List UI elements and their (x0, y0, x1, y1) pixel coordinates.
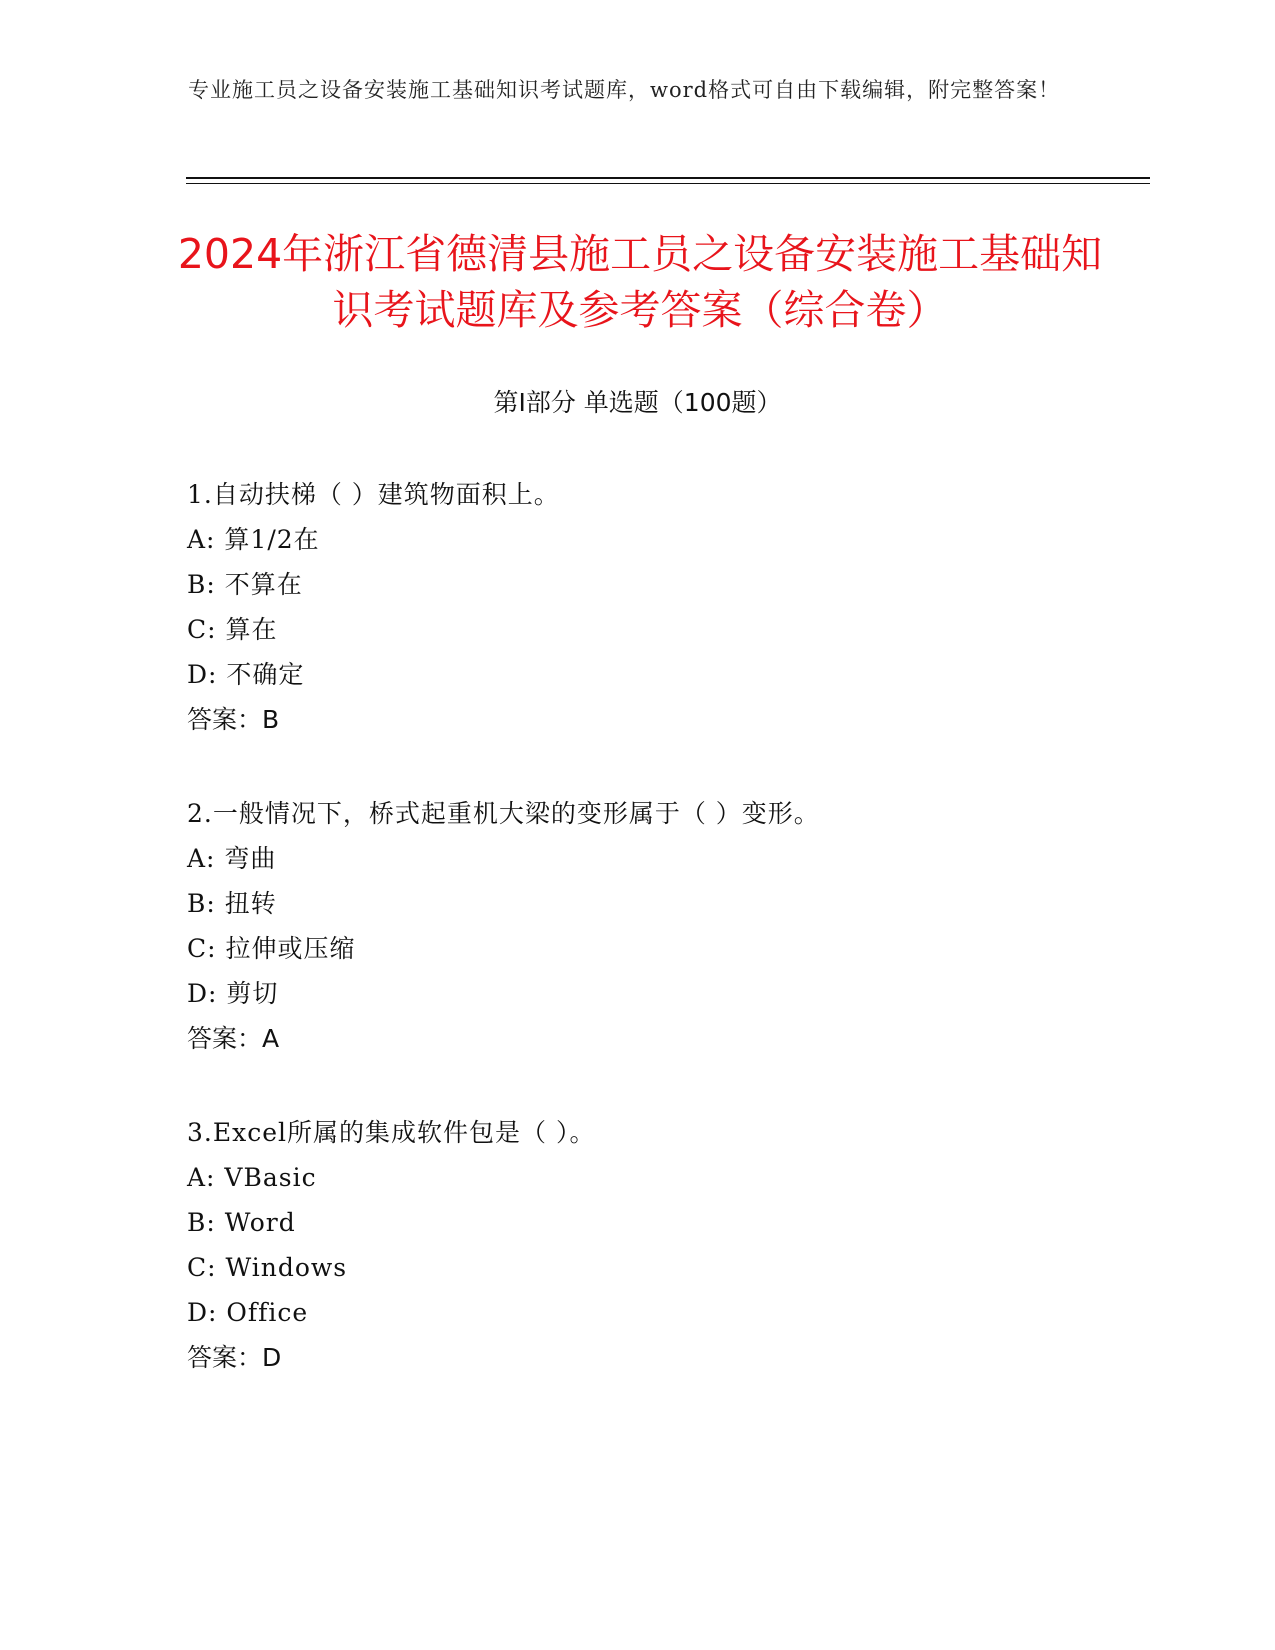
option-b: B: 不算在 (187, 570, 303, 599)
option-c: C: Windows (187, 1253, 348, 1282)
question-2 (187, 791, 1087, 1061)
option-d: D: 不确定 (187, 660, 305, 689)
option-d: D: 剪切 (187, 979, 279, 1008)
answer: 答案：D (187, 1343, 282, 1372)
question-stem: 2.一般情况下，桥式起重机大梁的变形属于（ ）变形。 (187, 799, 820, 828)
option-b: B: Word (187, 1208, 296, 1237)
question-stem: 3.Excel所属的集成软件包是（ ）。 (187, 1118, 596, 1147)
header-note: 专业施工员之设备安装施工基础知识考试题库，word格式可自由下载编辑，附完整答案！ (188, 78, 1061, 102)
option-c: C: 算在 (187, 615, 278, 644)
option-c: C: 拉伸或压缩 (187, 934, 356, 963)
option-b: B: 扭转 (187, 889, 277, 918)
option-a: A: 弯曲 (187, 844, 277, 873)
header-rule (186, 177, 1150, 179)
header-rule-thin (186, 183, 1150, 184)
section-title: 第I部分 单选题（100题） (493, 388, 782, 417)
question-stem: 1.自动扶梯（ ）建筑物面积上。 (187, 480, 560, 509)
answer: 答案：B (187, 705, 280, 734)
answer: 答案：A (187, 1024, 280, 1053)
option-a: A: VBasic (187, 1163, 317, 1192)
question-1 (187, 472, 1087, 742)
option-a: A: 算1/2在 (187, 525, 320, 554)
question-3 (187, 1110, 1087, 1380)
document-title: 2024年浙江省德清县施工员之设备安装施工基础知识考试题库及参考答案（综合卷） (177, 230, 1103, 334)
option-d: D: Office (187, 1298, 309, 1327)
